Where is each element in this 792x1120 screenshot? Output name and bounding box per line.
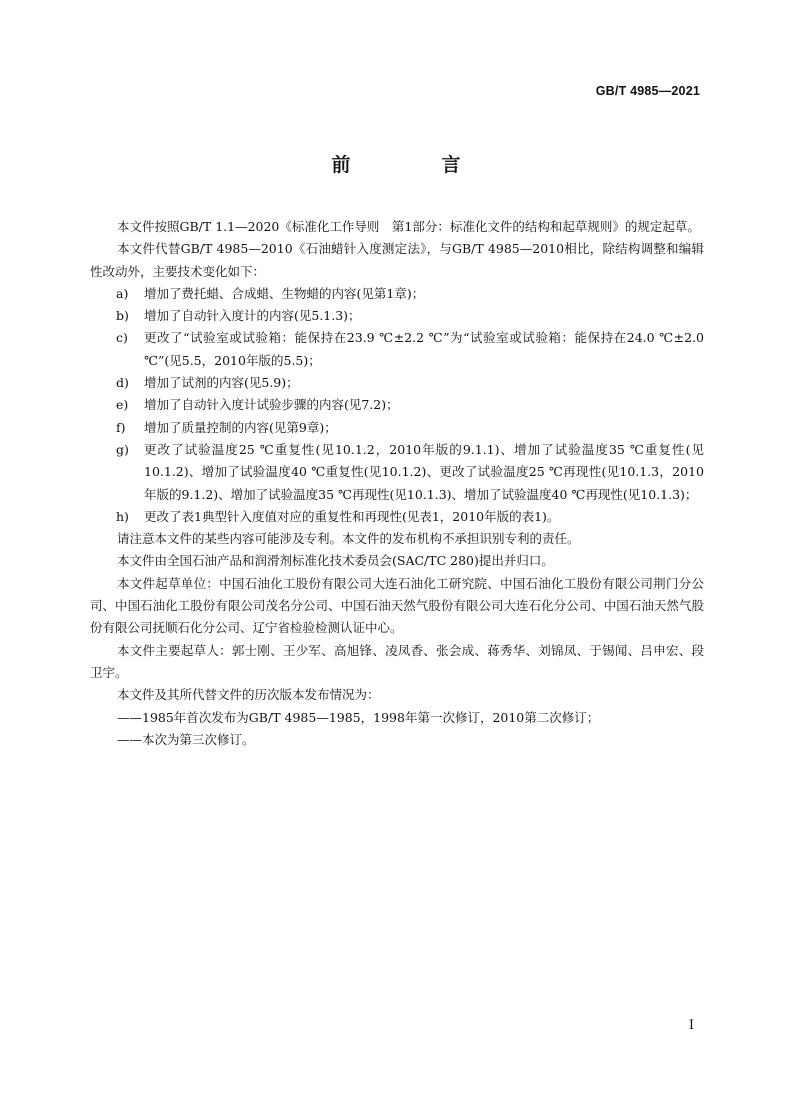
list-item bbox=[90, 372, 704, 394]
list-marker: g) bbox=[116, 441, 129, 457]
paragraph-history-intro: 本文件及其所代替文件的历次版本发布情况为： bbox=[117, 687, 380, 703]
history-item: ——本次为第三次修订。 bbox=[117, 731, 255, 747]
list-item-text: 增加了费托蜡、合成蜡、生物蜡的内容(见第1章)； bbox=[144, 285, 425, 301]
list-item bbox=[90, 394, 704, 416]
list-item bbox=[90, 283, 704, 305]
list-item-text: 增加了质量控制的内容(见第9章)； bbox=[144, 419, 337, 435]
list-item bbox=[90, 506, 704, 528]
paragraph-drafting-units: 本文件起草单位：中国石油化工股份有限公司大连石油化工研究院、中国石油化工股份有限公司荆门分公司、中国石油化工股份有限公司茂名分公司、中国石油天然气股份有限公司大连石化分公司、中国石油天然气股份有限公司抚顺石化分公司、辽宁省检验检测认证中心。 bbox=[90, 575, 704, 636]
list-item-text: 更改了“试验室或试验箱：能保持在23.9 ℃±2.2 ℃”为“试验室或试验箱：能保持在24.0 ℃±2.0 ℃”(见5.5，2010年版的5.5)； bbox=[144, 330, 704, 368]
list-item bbox=[90, 327, 704, 372]
list-marker: c) bbox=[116, 330, 128, 346]
list-marker: h) bbox=[116, 508, 129, 524]
foreword-body bbox=[90, 216, 704, 751]
changes-list bbox=[90, 283, 704, 528]
standard-code: GB/T 4985—2021 bbox=[595, 84, 700, 98]
list-marker: d) bbox=[116, 375, 129, 391]
list-item bbox=[90, 305, 704, 327]
list-item bbox=[90, 439, 704, 506]
list-item-text: 增加了自动针入度计试验步骤的内容(见7.2)； bbox=[144, 397, 399, 413]
paragraph-proposer: 本文件由全国石油产品和润滑剂标准化技术委员会(SAC/TC 280)提出并归口。 bbox=[117, 553, 554, 569]
list-marker: e) bbox=[116, 397, 129, 413]
list-item-text: 更改了试验温度25 ℃重复性(见10.1.2，2010年版的9.1.1)、增加了试验温度35 ℃重复性(见10.1.2)、增加了试验温度40 ℃重复性(见10.1.2)、更改了试验温度25 ℃再现性(见10.1.3，2010年版的9.1.2)、增加了试验温度35 ℃再现性(见10.1.3)、增加了试验温度40 ℃再现性(见10.1.3)； bbox=[144, 441, 704, 502]
list-item-text: 增加了自动针入度计的内容(见5.1.3)； bbox=[144, 308, 361, 324]
history-item: ——1985年首次发布为GB/T 4985—1985，1998年第一次修订，2010第二次修订； bbox=[117, 709, 600, 725]
list-item-text: 更改了表1典型针入度值对应的重复性和再现性(见表1，2010年版的表1)。 bbox=[144, 508, 560, 524]
paragraph-replacement: 本文件代替GB/T 4985—2010《石油蜡针入度测定法》，与GB/T 4985—2010相比，除结构调整和编辑性改动外，主要技术变化如下： bbox=[90, 241, 704, 279]
list-item bbox=[90, 417, 704, 439]
page-title: 前 言 bbox=[331, 154, 497, 176]
paragraph-drafters: 本文件主要起草人：郭士刚、王少军、高旭锋、凌凤香、张会成、蒋秀华、刘锦凤、于锡闻、吕申宏、段卫宇。 bbox=[90, 642, 704, 680]
list-item-text: 增加了试剂的内容(见5.9)； bbox=[144, 375, 299, 391]
paragraph-patent-notice: 请注意本文件的某些内容可能涉及专利。本文件的发布机构不承担识别专利的责任。 bbox=[117, 531, 580, 547]
list-marker: f) bbox=[116, 419, 126, 435]
list-marker: a) bbox=[116, 285, 129, 301]
page-number: I bbox=[688, 1018, 694, 1033]
list-marker: b) bbox=[116, 308, 129, 324]
paragraph-drafting-rules: 本文件按照GB/T 1.1—2020《标准化工作导则 第1部分：标准化文件的结构和起草规则》的规定起草。 bbox=[117, 219, 700, 234]
